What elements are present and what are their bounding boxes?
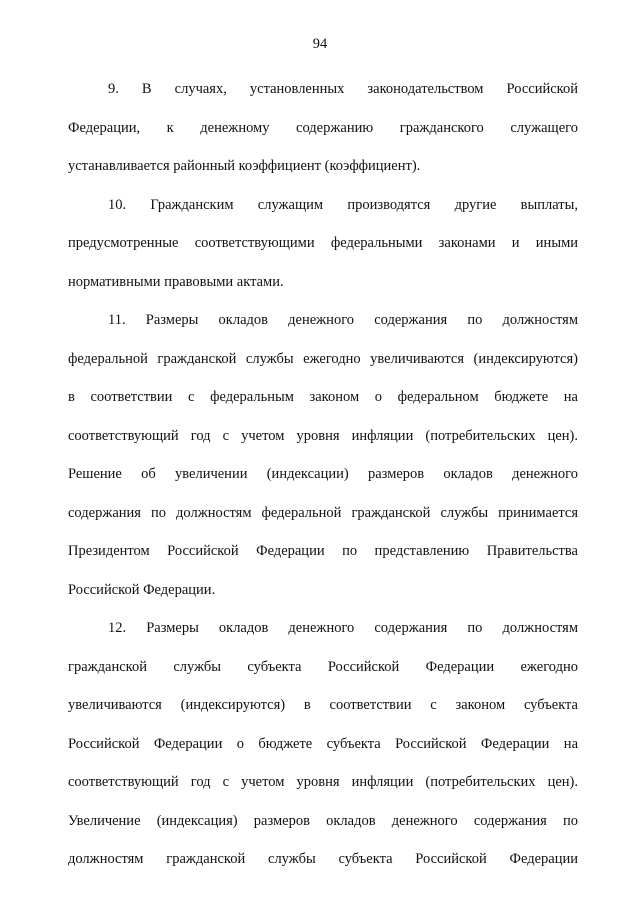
- paragraph-line: Президентом Российской Федерации по представлению Правительства: [68, 543, 578, 559]
- paragraph-line: должностям гражданской службы субъекта Российской Федерации: [68, 851, 578, 867]
- paragraph-9: [68, 72, 578, 184]
- paragraph-line: соответствующий год с учетом уровня инфляции (потребительских цен).: [68, 427, 578, 444]
- page-number: 94: [312, 36, 328, 52]
- paragraph-line: содержания по должностям федеральной гражданской службы принимается: [68, 504, 578, 521]
- paragraph-line: нормативными правовыми актами.: [68, 273, 284, 290]
- paragraph-line: Российской Федерации.: [68, 581, 216, 598]
- paragraph-12: [68, 611, 578, 877]
- paragraph-line: 12. Размеры окладов денежного содержания по должностям: [108, 620, 578, 636]
- paragraph-line: федеральной гражданской службы ежегодно увеличиваются (индексируются): [68, 350, 578, 367]
- paragraph-line: 10. Гражданским служащим производятся другие выплаты,: [108, 196, 578, 213]
- paragraph-line: Федерации, к денежному содержанию гражданского служащего: [68, 119, 578, 136]
- paragraph-line: соответствующий год с учетом уровня инфляции (потребительских цен).: [68, 774, 578, 790]
- paragraph-line: увеличиваются (индексируются) в соответствии с законом субъекта: [68, 697, 578, 713]
- paragraph-line: Решение об увеличении (индексации) размеров окладов денежного: [68, 466, 578, 482]
- paragraph-line: предусмотренные соответствующими федеральными законами и иными: [68, 235, 578, 251]
- paragraph-line: в соответствии с федеральным законом о федеральном бюджете на: [68, 389, 578, 405]
- paragraph-line: гражданской службы субъекта Российской Федерации ежегодно: [68, 658, 578, 675]
- paragraph-10: [68, 188, 578, 300]
- document-body: [68, 72, 578, 881]
- paragraph-line: 9. В случаях, установленных законодательством Российской: [108, 81, 578, 97]
- paragraph-line: устанавливается районный коэффициент (коэффициент).: [68, 158, 421, 174]
- paragraph-line: Российской Федерации о бюджете субъекта Российской Федерации на: [68, 735, 578, 752]
- paragraph-line: Увеличение (индексация) размеров окладов денежного содержания по: [68, 812, 578, 829]
- paragraph-11: [68, 303, 578, 607]
- paragraph-line: 11. Размеры окладов денежного содержания по должностям: [108, 312, 578, 328]
